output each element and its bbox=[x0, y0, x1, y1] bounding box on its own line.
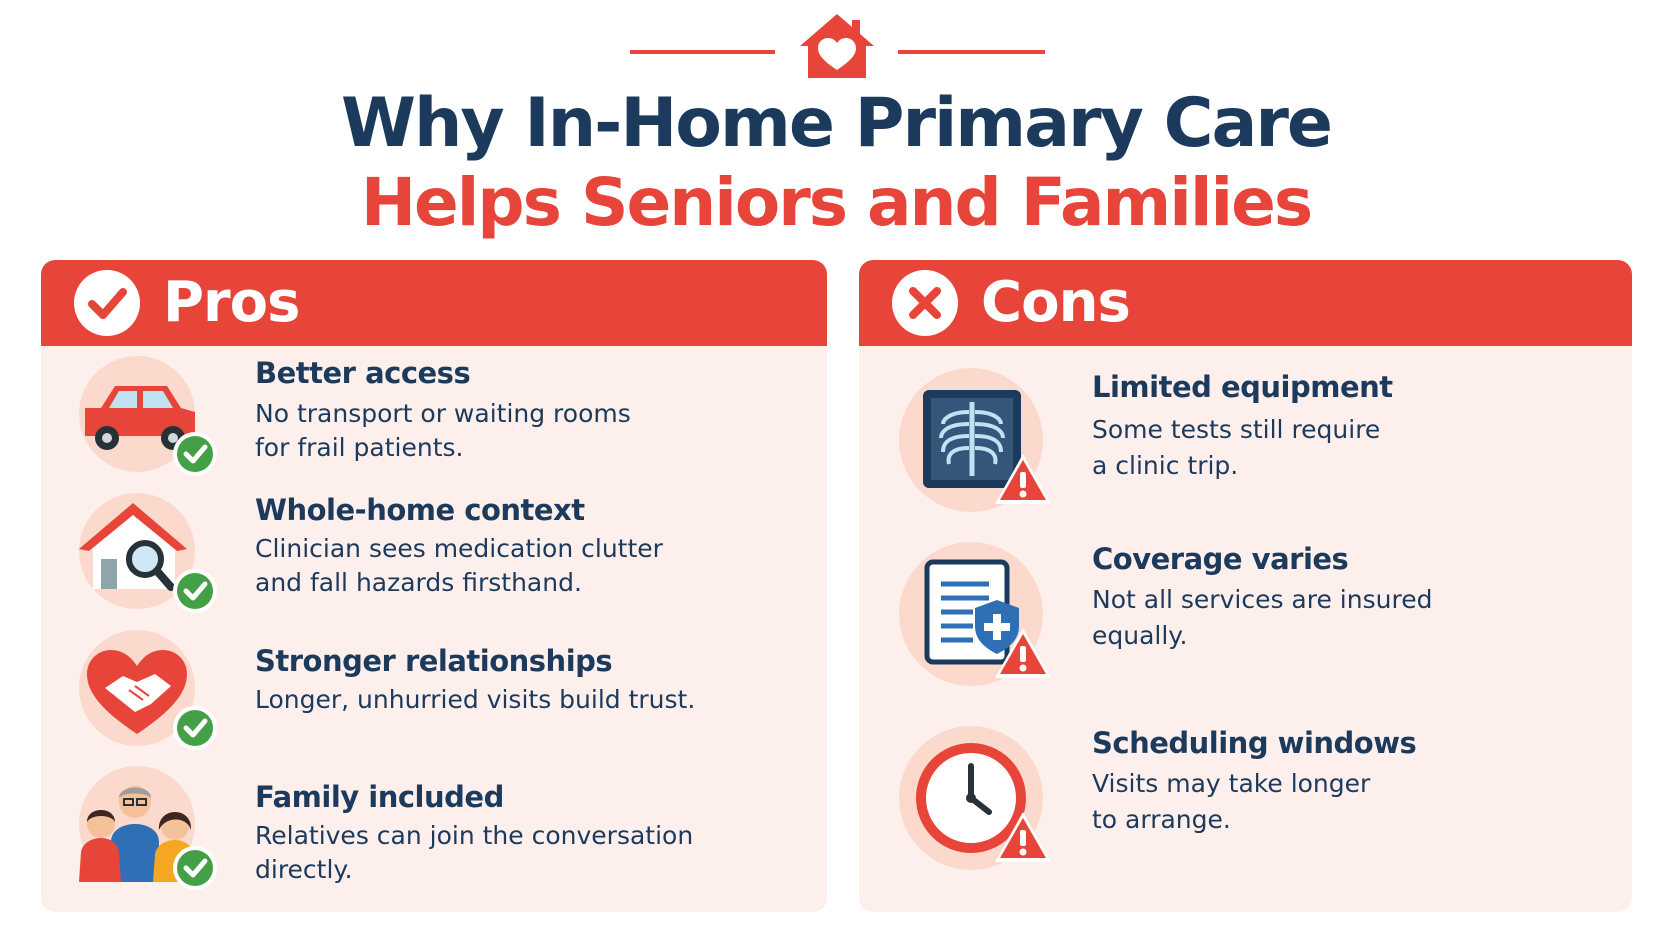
item-title: Whole-home context bbox=[255, 493, 585, 527]
item-title: Family included bbox=[255, 780, 504, 814]
item-desc-line1: Relatives can join the conversation bbox=[255, 821, 694, 850]
item-desc-line1: Longer, unhurried visits build trust. bbox=[255, 685, 696, 714]
item-desc-line2: to arrange. bbox=[1092, 805, 1231, 834]
page-title-line2: Helps Seniors and Families bbox=[360, 164, 1312, 241]
pro-item-whole-home-context bbox=[41, 493, 827, 617]
page-title-line1: Why In-Home Primary Care bbox=[340, 84, 1332, 163]
clock-icon bbox=[897, 726, 1057, 874]
heart-handshake-icon bbox=[71, 630, 221, 754]
check-circle-icon bbox=[74, 270, 140, 336]
item-desc-line1: Visits may take longer bbox=[1092, 769, 1371, 798]
car-icon bbox=[71, 356, 221, 480]
con-item-coverage-varies bbox=[859, 542, 1632, 690]
house-magnifier-icon bbox=[71, 493, 221, 617]
family-icon bbox=[71, 764, 221, 894]
pros-panel bbox=[41, 260, 827, 912]
insurance-document-icon bbox=[897, 542, 1057, 690]
item-title: Limited equipment bbox=[1092, 370, 1393, 404]
pro-item-stronger-relationships bbox=[41, 630, 827, 754]
item-desc-line2: a clinic trip. bbox=[1092, 451, 1239, 480]
item-desc-line1: Not all services are insured bbox=[1092, 585, 1433, 614]
item-desc-line2: and fall hazards firsthand. bbox=[255, 568, 582, 597]
cons-panel bbox=[859, 260, 1632, 912]
item-title: Stronger relationships bbox=[255, 644, 613, 678]
header-decoration bbox=[0, 12, 1672, 92]
item-desc-line2: equally. bbox=[1092, 621, 1188, 650]
con-item-limited-equipment bbox=[859, 368, 1632, 516]
item-title: Coverage varies bbox=[1092, 542, 1349, 576]
item-title: Scheduling windows bbox=[1092, 726, 1417, 760]
pros-label: Pros bbox=[163, 270, 300, 335]
pro-item-family-included bbox=[41, 764, 827, 894]
pros-header bbox=[41, 260, 827, 346]
item-desc-line2: directly. bbox=[255, 855, 353, 884]
cons-label: Cons bbox=[981, 270, 1130, 335]
x-circle-icon bbox=[892, 270, 958, 336]
item-desc-line2: for frail patients. bbox=[255, 433, 464, 462]
pro-item-better-access bbox=[41, 356, 827, 480]
house-heart-icon bbox=[800, 14, 874, 78]
cons-header bbox=[859, 260, 1632, 346]
con-item-scheduling-windows bbox=[859, 726, 1632, 874]
xray-icon bbox=[897, 368, 1057, 516]
item-desc-line1: Clinician sees medication clutter bbox=[255, 534, 663, 563]
item-desc-line1: No transport or waiting rooms bbox=[255, 399, 631, 428]
item-desc-line1: Some tests still require bbox=[1092, 415, 1381, 444]
item-title: Better access bbox=[255, 356, 471, 390]
